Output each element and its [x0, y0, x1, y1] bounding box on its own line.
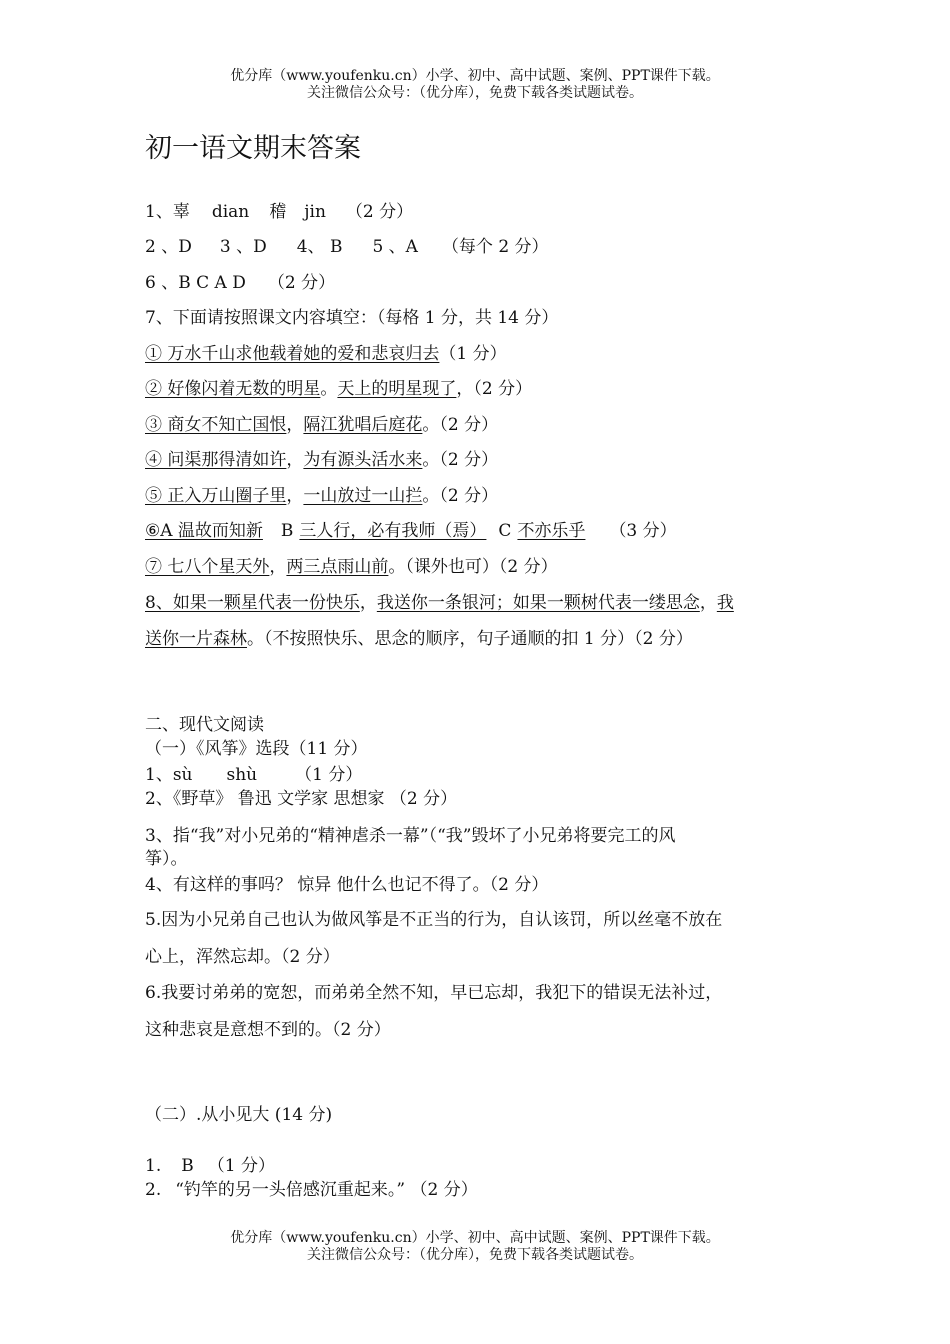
kite-answer-1: 1、sù shù （1 分）: [145, 765, 363, 785]
answer-7-3: ③ 商女不知亡国恨，隔江犹唱后庭花。（2 分）: [145, 415, 499, 435]
answer-7-4: ④ 问渠那得清如许，为有源头活水来。（2 分）: [145, 450, 499, 470]
page-footer: [0, 1230, 950, 1264]
answer-8-line-2: 送你一片森林。（不按照快乐、思念的顺序，句子通顺的扣 1 分）（2 分）: [145, 629, 693, 649]
answer-7-7: ⑦ 七八个星天外，两三点雨山前。（课外也可）（2 分）: [145, 557, 558, 577]
kite-answer-3-line-1: 3、指“我”对小兄弟的“精神虐杀一幕”（“我”毁坏了小兄弟将要完工的风: [145, 826, 676, 846]
kite-answer-5-line-2: 心上，浑然忘却。（2 分）: [145, 947, 340, 967]
answer-1: 1、辜 dian 稽 jin （2 分）: [145, 202, 414, 222]
kite-answer-5-line-1: 5.因为小兄弟自己也认为做风筝是不正当的行为，自认该罚，所以丝毫不放在: [145, 910, 723, 930]
answer-8-line-1: 8、如果一颗星代表一份快乐，我送你一条银河；如果一颗树代表一缕思念，我: [145, 593, 734, 613]
kite-answer-6-line-1: 6.我要讨弟弟的宽恕，而弟弟全然不知，早已忘却，我犯下的错误无法补过，: [145, 983, 723, 1003]
answer-2-5: 2 、D 3 、D 4、 B 5 、A （每个 2 分）: [145, 237, 549, 257]
footer-line-1: 优分库（www.youfenku.cn）小学、初中、高中试题、案例、PPT课件下载。: [230, 1230, 720, 1246]
page-header: [0, 68, 950, 102]
small-big-answer-2: 2. “钓竿的另一头倍感沉重起来。” （2 分）: [145, 1180, 478, 1200]
answer-7-1: ① 万水千山求他载着她的爱和悲哀归去（1 分）: [145, 344, 507, 364]
kite-answer-4: 4、有这样的事吗？ 惊异 他什么也记不得了。（2 分）: [145, 875, 549, 895]
footer-line-2: 关注微信公众号：（优分库），免费下载各类试题试卷。: [307, 1247, 643, 1263]
subsection-kite-heading: （一）《风筝》选段（11 分）: [145, 739, 368, 759]
kite-answer-2: 2、《野草》 鲁迅 文学家 思想家 （2 分）: [145, 789, 458, 809]
kite-answer-3-line-2: 筝）。: [145, 849, 188, 869]
page-title: 初一语文期末答案: [145, 133, 361, 164]
header-line-2: 关注微信公众号：（优分库），免费下载各类试题试卷。: [307, 85, 643, 101]
answer-6: 6 、B C A D （2 分）: [145, 273, 336, 293]
small-big-answer-1: 1. B （1 分）: [145, 1156, 275, 1176]
answer-7-5: ⑤ 正入万山圈子里，一山放过一山拦。（2 分）: [145, 486, 499, 506]
answer-7-6: ⑥A 温故而知新 B 三人行，必有我师（焉） C 不亦乐乎 （3 分）: [145, 521, 677, 541]
answer-7-intro: 7、下面请按照课文内容填空：（每格 1 分，共 14 分）: [145, 308, 559, 328]
header-line-1: 优分库（www.youfenku.cn）小学、初中、高中试题、案例、PPT课件下载。: [230, 68, 720, 84]
kite-answer-6-line-2: 这种悲哀是意想不到的。（2 分）: [145, 1020, 391, 1040]
section-modern-reading-heading: 二、现代文阅读: [145, 715, 264, 735]
answer-7-2: ② 好像闪着无数的明星。天上的明星现了，（2 分）: [145, 379, 533, 399]
subsection-small-big-heading: （二）.从小见大 (14 分): [145, 1105, 333, 1125]
